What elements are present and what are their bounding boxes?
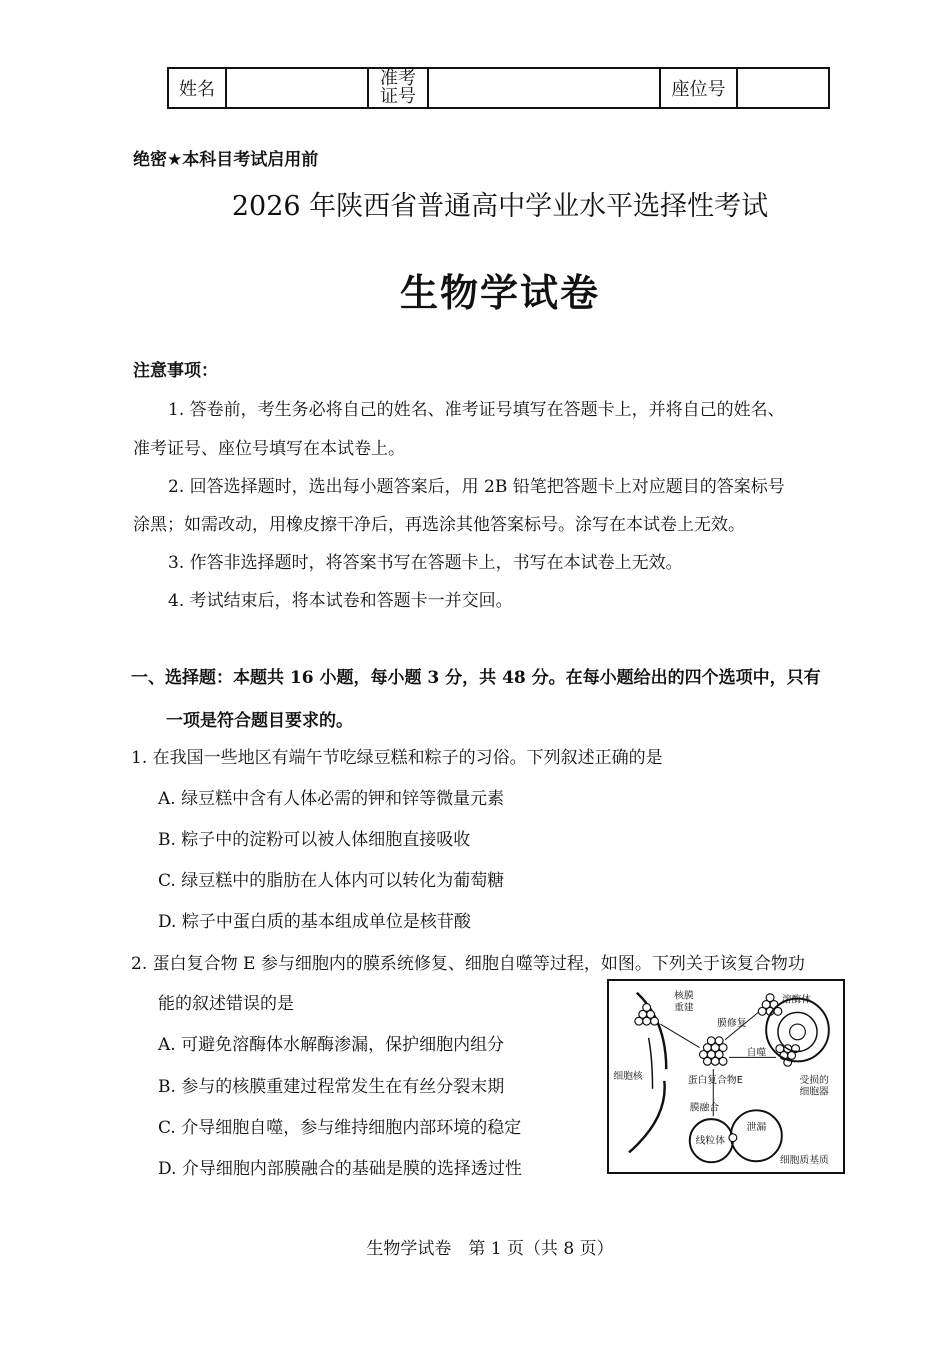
section-heading-cont: 一项是符合题目要求的。 (166, 711, 353, 731)
ticket-number-field[interactable] (429, 69, 661, 107)
label-cytoplasm: 细胞质基质 (779, 1155, 829, 1167)
note-line-2-cont: 涂黑；如需改动，用橡皮擦干净后，再选涂其他答案标号。涂写在本试卷上无效。 (133, 515, 745, 535)
confidential-mark: 绝密★本科目考试启用前 (133, 150, 319, 170)
question-2-option-c: C. 介导细胞自噬，参与维持细胞内部环境的稳定 (158, 1118, 522, 1138)
question-2-option-a: A. 可避免溶酶体水解酶渗漏，保护细胞内组分 (158, 1035, 505, 1055)
label-damaged-organelle-2: 细胞器 (799, 1086, 829, 1098)
ticket-label-line1: 准考 (380, 68, 416, 89)
arrow-to-nucleus (660, 1024, 699, 1048)
name-field[interactable] (227, 69, 369, 107)
subject-title: 生物学试卷 (399, 270, 600, 315)
ticket-label-line2: 证号 (380, 86, 416, 107)
complex-cluster-nucleus (635, 1004, 659, 1026)
section-heading: 一、选择题：本题共 16 小题，每小题 3 分，共 48 分。在每小题给出的四个选项中，只有 (131, 668, 821, 688)
question-2-stem-cont: 能的叙述错误的是 (158, 994, 294, 1014)
complex-cluster-center (700, 1037, 727, 1065)
question-2-stem: 2. 蛋白复合物 E 参与细胞内的膜系统修复、细胞自噬等过程，如图。下列关于该复合物功 (131, 954, 805, 974)
label-damaged-organelle-1: 受损的 (799, 1074, 829, 1086)
name-label: 姓名 (169, 69, 227, 107)
damaged-organelle-icon (790, 1024, 806, 1040)
page-footer: 生物学试卷 第 1 页（共 8 页） (366, 1239, 614, 1259)
protein-complex-figure (607, 979, 845, 1174)
note-line-3: 3. 作答非选择题时，将答案书写在答题卡上，书写在本试卷上无效。 (168, 553, 683, 573)
label-leak: 泄漏 (746, 1121, 767, 1133)
label-complex: 蛋白复合物E (687, 1074, 743, 1086)
note-line-1: 1. 答卷前，考生务必将自己的姓名、准考证号填写在答题卡上，并将自己的姓名、 (168, 400, 785, 420)
candidate-info-table (167, 67, 830, 109)
cell-diagram (609, 981, 843, 1172)
label-membrane-repair: 膜修复 (717, 1018, 747, 1030)
nuclear-envelope-lower (629, 1081, 665, 1153)
leak-circle (731, 1110, 782, 1161)
question-1-option-b: B. 粽子中的淀粉可以被人体细胞直接吸收 (158, 830, 471, 850)
label-nuclear-rebuild-2: 重建 (674, 1002, 694, 1014)
fusion-complex (729, 1134, 737, 1142)
label-nuclear-rebuild-1: 核膜 (674, 990, 694, 1002)
question-2-option-d: D. 介导细胞内部膜融合的基础是膜的选择透过性 (158, 1159, 522, 1179)
label-nucleus: 细胞核 (613, 1070, 643, 1082)
seat-number-label: 座位号 (661, 69, 738, 107)
seat-number-field[interactable] (738, 69, 828, 107)
label-membrane-fusion: 膜融合 (689, 1102, 720, 1114)
note-line-2: 2. 回答选择题时，选出每小题答案后，用 2B 铅笔把答题卡上对应题目的答案标号 (168, 477, 785, 497)
note-line-1-cont: 准考证号、座位号填写在本试卷上。 (133, 439, 405, 459)
label-lysosome: 溶酶体 (781, 994, 812, 1006)
ticket-number-label (369, 69, 429, 107)
notes-heading: 注意事项： (133, 361, 218, 381)
question-1-option-a: A. 绿豆糕中含有人体必需的钾和锌等微量元素 (158, 789, 505, 809)
label-mitochondrion: 线粒体 (695, 1135, 725, 1147)
question-2-option-b: B. 参与的核膜重建过程常发生在有丝分裂末期 (158, 1077, 505, 1097)
label-autophagy: 自噬 (746, 1047, 767, 1059)
note-line-4: 4. 考试结束后，将本试卷和答题卡一并交回。 (168, 591, 513, 611)
nuclear-envelope-inner (649, 1038, 653, 1089)
question-1-option-c: C. 绿豆糕中的脂肪在人体内可以转化为葡萄糖 (158, 871, 505, 891)
exam-title: 2026 年陕西省普通高中学业水平选择性考试 (231, 191, 769, 222)
question-1-option-d: D. 粽子中蛋白质的基本组成单位是核苷酸 (158, 912, 471, 932)
question-1-stem: 1. 在我国一些地区有端午节吃绿豆糕和粽子的习俗。下列叙述正确的是 (131, 748, 663, 768)
